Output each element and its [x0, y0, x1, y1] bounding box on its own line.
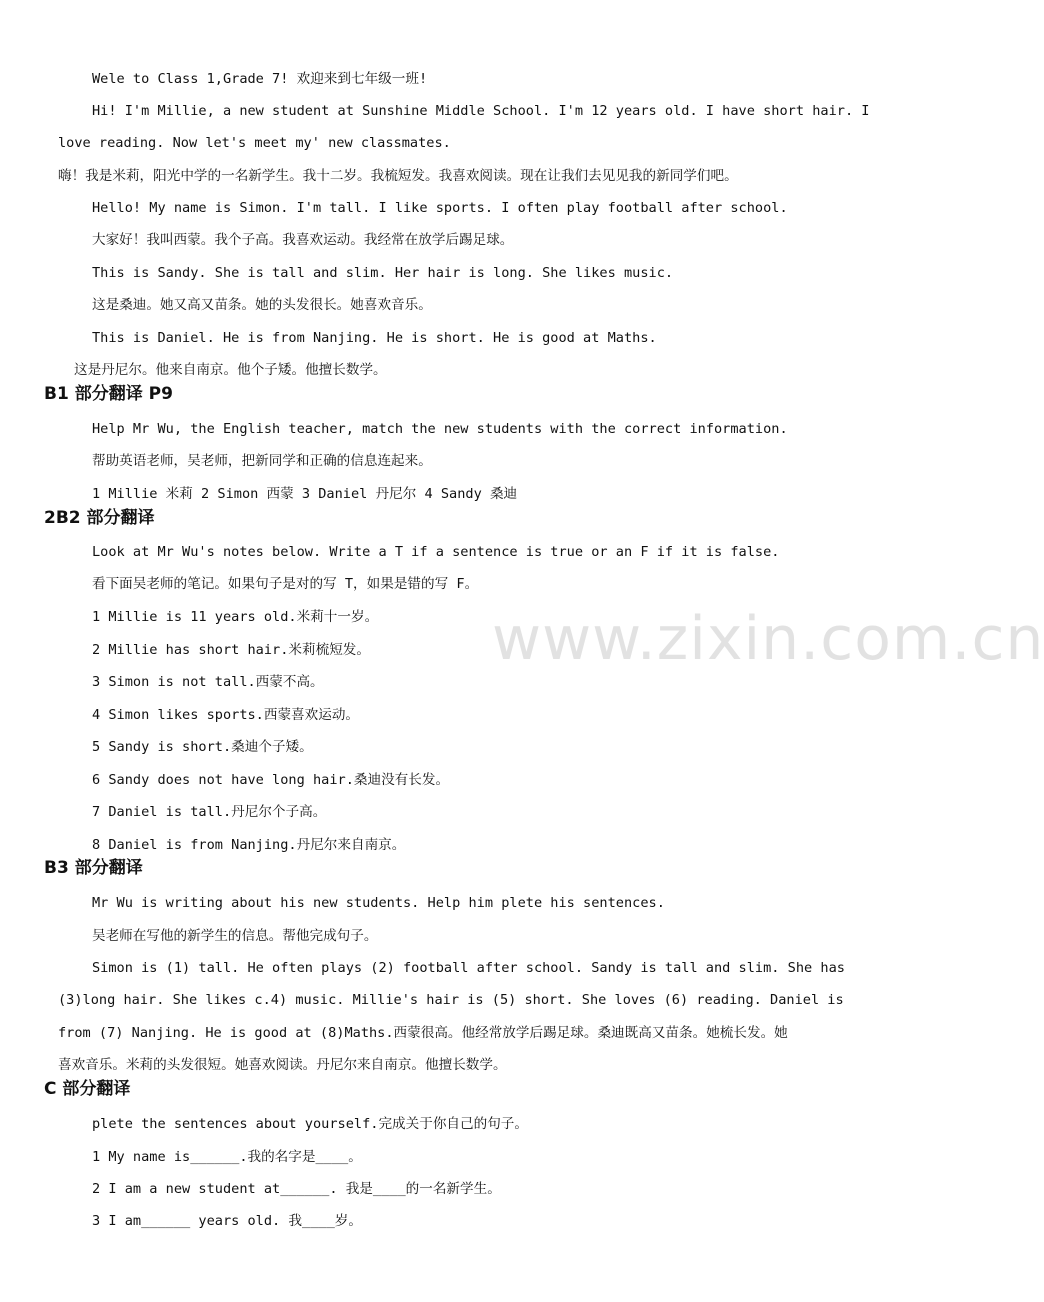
b2-instruction: Look at Mr Wu's notes below. Write a T if a sentence is true or an F if it is false. — [92, 544, 780, 560]
b3-heading: B3 部分翻译 — [44, 858, 143, 878]
millie-intro-line-1: Hi! I'm Millie, a new student at Sunshine Middle School. I'm 12 years old. I have short hair. I — [92, 103, 870, 119]
millie-intro-line-2: love reading. Now let's meet my' new classmates. — [58, 135, 451, 151]
b1-name-list: 1 Millie 米莉 2 Simon 西蒙 3 Daniel 丹尼尔 4 Sandy 桑迪 — [92, 486, 518, 502]
b2-item: 4 Simon likes sports.西蒙喜欢运动。 — [92, 707, 360, 723]
b3-paragraph-line-3: from (7) Nanjing. He is good at (8)Maths.西蒙很高。他经常放学后踢足球。桑迪既高又苗条。她梳长发。她 — [58, 1025, 788, 1041]
c-item: 3 I am______ years old. 我____岁。 — [92, 1213, 362, 1229]
b2-item: 3 Simon is not tall.西蒙不高。 — [92, 674, 324, 690]
b2-heading: 2B2 部分翻译 — [44, 508, 155, 528]
millie-intro-translation: 嗨！我是米莉，阳光中学的一名新学生。我十二岁。我梳短发。我喜欢阅读。现在让我们去见见我的新同学们吧。 — [58, 168, 738, 184]
b2-item: 6 Sandy does not have long hair.桑迪没有长发。 — [92, 772, 450, 788]
c-item: 1 My name is______.我的名字是____。 — [92, 1149, 362, 1165]
b3-paragraph-line-4: 喜欢音乐。米莉的头发很短。她喜欢阅读。丹尼尔来自南京。他擅长数学。 — [58, 1057, 507, 1073]
b2-item: 2 Millie has short hair.米莉梳短发。 — [92, 642, 370, 658]
c-item: 2 I am a new student at______. 我是____的一名新学生。 — [92, 1181, 501, 1197]
daniel-intro-line: This is Daniel. He is from Nanjing. He is short. He is good at Maths. — [92, 330, 657, 346]
simon-intro-line: Hello! My name is Simon. I'm tall. I like sports. I often play football after school. — [92, 200, 788, 216]
sandy-intro-line: This is Sandy. She is tall and slim. Her hair is long. She likes music. — [92, 265, 674, 281]
b3-paragraph-line-1: Simon is (1) tall. He often plays (2) football after school. Sandy is tall and slim. She has — [92, 960, 845, 976]
b3-instruction: Mr Wu is writing about his new students. Help him plete his sentences. — [92, 895, 665, 911]
b2-instruction-translation: 看下面吴老师的笔记。如果句子是对的写 T，如果是错的写 F。 — [92, 576, 479, 592]
daniel-intro-translation: 这是丹尼尔。他来自南京。他个子矮。他擅长数学。 — [74, 362, 387, 378]
sandy-intro-translation: 这是桑迪。她又高又苗条。她的头发很长。她喜欢音乐。 — [92, 297, 432, 313]
c-heading: C 部分翻译 — [44, 1079, 131, 1099]
simon-intro-translation: 大家好！我叫西蒙。我个子高。我喜欢运动。我经常在放学后踢足球。 — [92, 232, 514, 248]
c-instruction: plete the sentences about yourself.完成关于你自己的句子。 — [92, 1116, 528, 1132]
watermark: www.zixin.com.cn — [492, 604, 1044, 674]
b1-instruction: Help Mr Wu, the English teacher, match the new students with the correct information. — [92, 421, 788, 437]
b2-item: 7 Daniel is tall.丹尼尔个子高。 — [92, 804, 327, 820]
b3-paragraph-line-2: (3)long hair. She likes c.4) music. Millie's hair is (5) short. She loves (6) reading. Daniel is — [58, 992, 844, 1008]
b2-item: 8 Daniel is from Nanjing.丹尼尔来自南京。 — [92, 837, 406, 853]
b2-item: 1 Millie is 11 years old.米莉十一岁。 — [92, 609, 379, 625]
b1-heading: B1 部分翻译 P9 — [44, 384, 173, 404]
b3-instruction-translation: 吴老师在写他的新学生的信息。帮他完成句子。 — [92, 928, 378, 944]
intro-title-line: Wele to Class 1,Grade 7! 欢迎来到七年级一班! — [92, 71, 428, 87]
b2-item: 5 Sandy is short.桑迪个子矮。 — [92, 739, 313, 755]
b1-instruction-translation: 帮助英语老师，吴老师，把新同学和正确的信息连起来。 — [92, 453, 432, 469]
